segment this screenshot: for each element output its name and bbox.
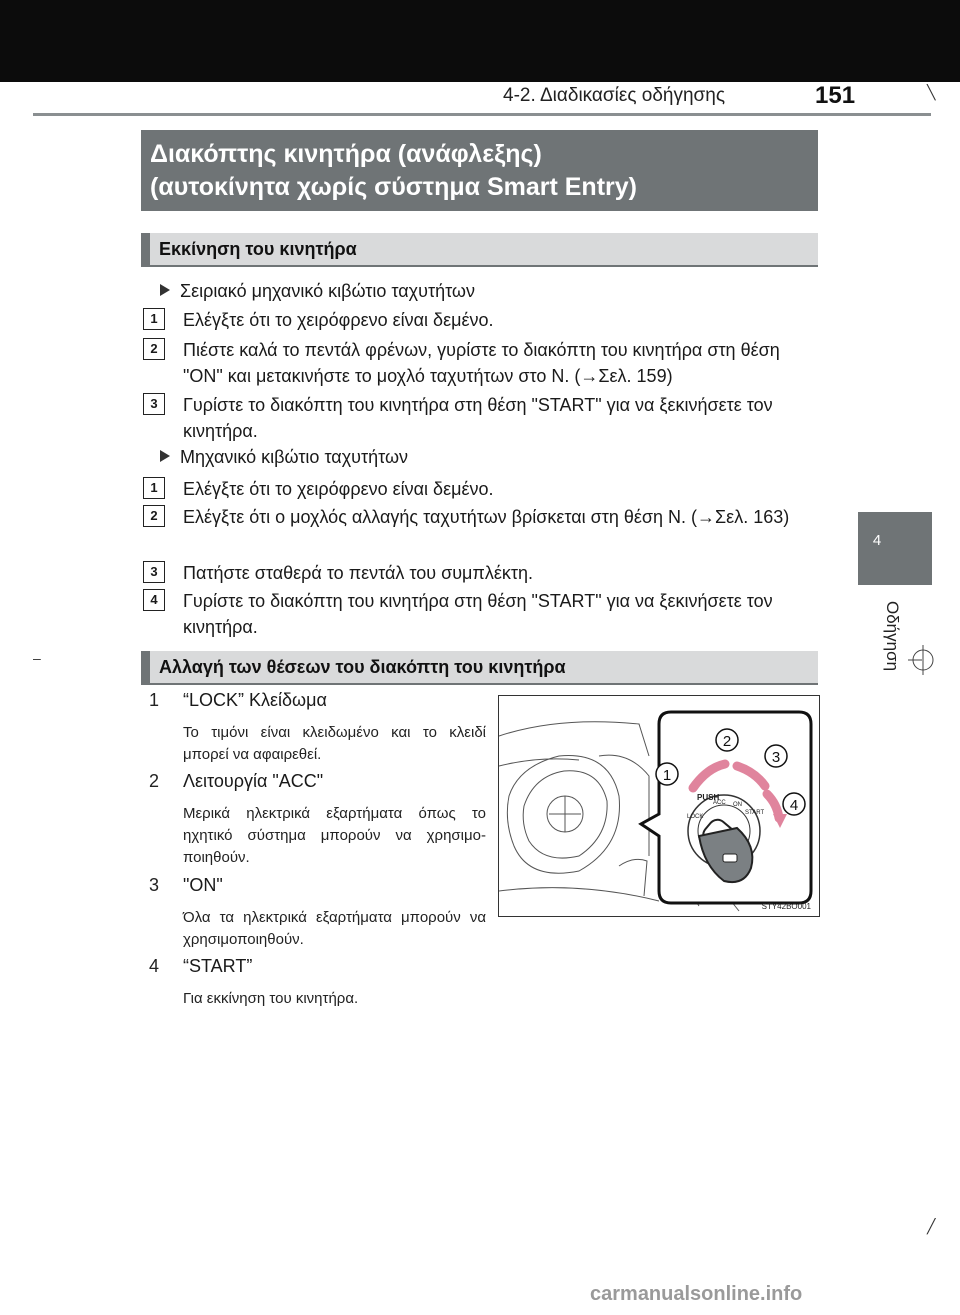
page-number: 151 xyxy=(815,82,856,109)
crop-mark: ╲ xyxy=(927,84,936,100)
figure-code: STY42BO001 xyxy=(761,902,811,911)
chapter-number: 4 xyxy=(872,532,882,549)
position-item: 3 "ON" Όλα τα ηλεκτρικά εξαρτήματα μπορούν να χρησιμοποιηθούν. xyxy=(149,875,486,948)
page-title-box xyxy=(141,130,818,211)
top-black-band xyxy=(0,0,960,82)
chapter-label: Οδήγηση xyxy=(883,600,902,672)
page-title-line1: Διακόπτης κινητήρα (ανάφλεξης) xyxy=(150,140,542,168)
subheading-automated-manual: Σειριακό μηχανικό κιβώτιο ταχυτήτων xyxy=(160,281,475,302)
figure-callout: 3 xyxy=(771,749,781,766)
chapter-tab xyxy=(858,512,932,585)
subheading-manual: Μηχανικό κιβώτιο ταχυτήτων xyxy=(160,447,408,468)
figure-callout: 1 xyxy=(662,767,672,784)
registration-mark xyxy=(908,645,938,675)
section-heading-text: Εκκίνηση του κινητήρα xyxy=(159,239,357,259)
header-section-title: 4-2. Διαδικασίες οδήγησης xyxy=(503,85,725,106)
step-item: 2 Πιέστε καλά το πεντάλ φρένων, γυρίστε το διακόπτη του κινητήρα στη θέση "ON" και μετακινήστε το μοχλό ταχυτήτων στο N. (→Σελ. 159) xyxy=(143,337,819,389)
section-heading-positions xyxy=(141,651,818,685)
section-heading-start xyxy=(141,233,818,267)
figure-callout: 2 xyxy=(722,733,732,750)
figure-callout: 4 xyxy=(789,797,799,814)
step-item: 2 Ελέγξτε ότι ο μοχλός αλλαγής ταχυτήτων βρίσκεται στη θέση N. (→Σελ. 163) xyxy=(143,504,819,556)
dial-label: START xyxy=(745,810,765,816)
step-item: 1 Ελέγξτε ότι το χειρόφρενο είναι δεμένο. xyxy=(143,307,819,333)
step-item: 4 Γυρίστε το διακόπτη του κινητήρα στη θέση "START" για να ξεκινήσετε τον κινητήρα. xyxy=(143,588,819,640)
header-rule xyxy=(33,113,931,116)
dial-label: ACC xyxy=(713,800,726,806)
section-heading-text: Αλλαγή των θέσεων του διακόπτη του κινητήρα xyxy=(159,657,566,677)
triangle-bullet-icon xyxy=(160,284,170,296)
step-item: 1 Ελέγξτε ότι το χειρόφρενο είναι δεμένο. xyxy=(143,476,819,502)
ignition-illustration xyxy=(499,696,819,916)
watermark: carmanualsonline.info xyxy=(590,1283,803,1305)
triangle-bullet-icon xyxy=(160,450,170,462)
step-item: 3 Πατήστε σταθερά το πεντάλ του συμπλέκτη. xyxy=(143,560,819,586)
ignition-switch-figure xyxy=(498,695,820,917)
page-title-line2: (αυτοκίνητα χωρίς σύστημα Smart Entry) xyxy=(150,173,637,201)
crop-mark: ╱ xyxy=(927,1218,936,1234)
dial-label: LOCK xyxy=(687,814,704,820)
step-item: 3 Γυρίστε το διακόπτη του κινητήρα στη θέση "START" για να ξεκινήσετε τον κινητήρα. xyxy=(143,392,819,444)
dial-label: ON xyxy=(733,802,742,808)
dial-label: PUSH xyxy=(697,793,720,802)
position-item: 4 “START” Για εκκίνηση του κινητήρα. xyxy=(149,956,359,1007)
position-item: 1 “LOCK” Κλείδωμα Το τιμόνι είναι κλειδωμένο και το κλειδί μπορεί να αφαιρεθεί. xyxy=(149,690,486,763)
position-item: 2 Λειτουργία "ACC" Μερικά ηλεκτρικά εξαρτήματα όπως το ηχητικό σύστημα μπορούν να χρησιμο-ποιηθούν. xyxy=(149,771,486,866)
crop-mark: – xyxy=(33,650,41,666)
